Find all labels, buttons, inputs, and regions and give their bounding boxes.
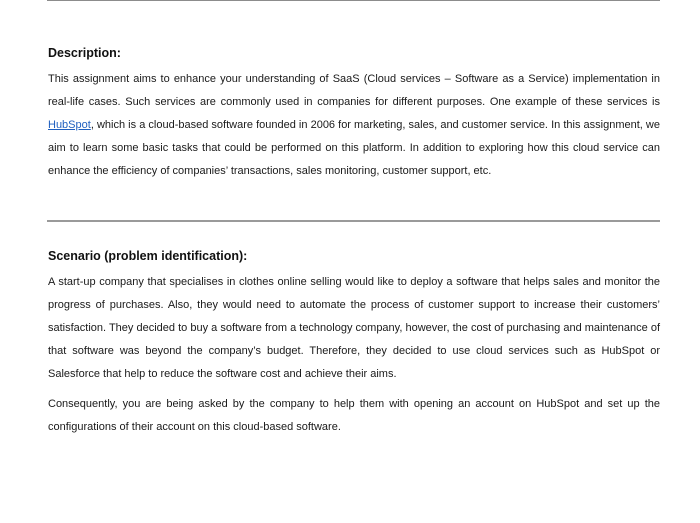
scenario-section — [48, 248, 660, 439]
scenario-heading: Scenario (problem identification): — [48, 249, 248, 263]
top-divider — [47, 0, 660, 1]
description-text-end: , which is a cloud-based software founded in 2006 for marketing, sales, and customer service. In this assignment, we aim to learn some basic tasks that could be performed on this platform. In addition to exploring how this cloud service can enhance the efficiency of companies’ transactions, sales monitoring, customer support, etc. — [48, 119, 660, 177]
scenario-paragraph-2: Consequently, you are being asked by the company to help them with opening an account on HubSpot and set up the configurations of their account on this cloud-based software. — [48, 398, 660, 433]
description-paragraph — [48, 68, 660, 183]
description-section — [48, 45, 660, 183]
description-heading: Description: — [48, 46, 121, 60]
scenario-paragraph-1: A start-up company that specialises in clothes online selling would like to deploy a software that helps sales and monitor the progress of purchases. Also, they would need to automate the process of customer support to increase their customers’ satisfaction. They decided to buy a software from a technology company, however, the cost of purchasing and maintenance of that software was beyond the company’s budget. Therefore, they decided to use cloud services such as HubSpot or Salesforce that help to reduce the software cost and achieve their aims. — [48, 276, 660, 380]
middle-divider — [47, 220, 660, 222]
hubspot-link[interactable]: HubSpot — [48, 119, 91, 131]
description-text-start: This assignment aims to enhance your understanding of SaaS (Cloud services – Software as a Service) implementation in real-life cases. Such services are commonly used in companies for different purposes. One example of these services is — [48, 73, 660, 108]
